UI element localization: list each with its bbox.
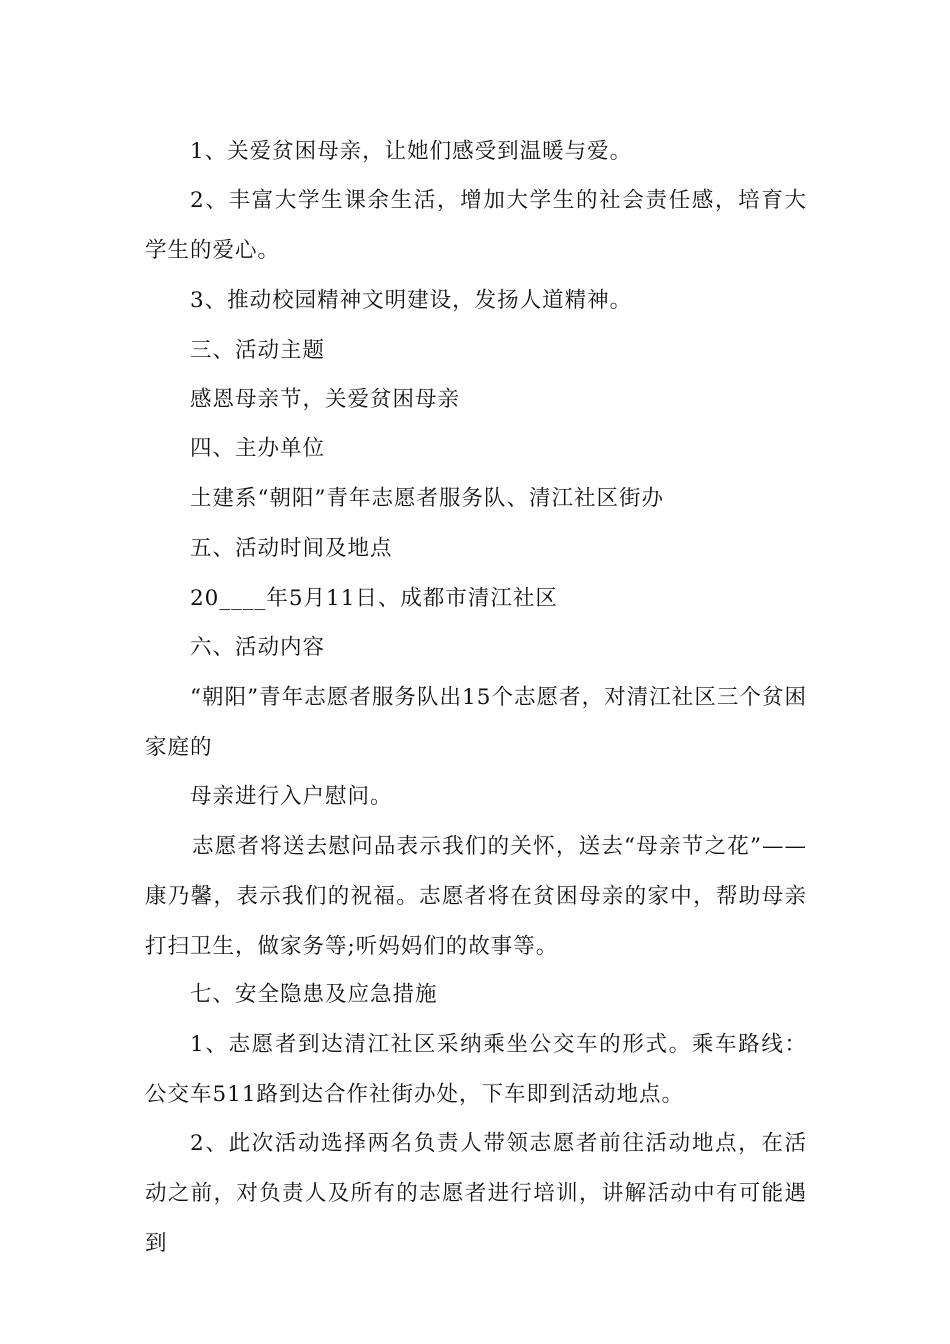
organizer-text: 土建系“朝阳”青年志愿者服务队、清江社区街办 <box>190 486 664 511</box>
content-paragraph-2: 母亲进行入户慰问。 <box>190 784 393 809</box>
goal-item-1: 1、关爱贫困母亲，让她们感受到温暖与爱。 <box>190 139 633 164</box>
section-heading-time-place: 五、活动时间及地点 <box>190 536 393 561</box>
safety-item-1: 1、志愿者到达清江社区采纳乘坐公交车的形式。乘车路线：公交车511路到达合作社街办处，下车即到活动地点。 <box>145 1032 807 1107</box>
section-heading-content: 六、活动内容 <box>190 635 326 660</box>
safety-item-2: 2、此次活动选择两名负责人带领志愿者前往活动地点，在活动之前，对负责人及所有的志愿者进行培训，讲解活动中有可能遇到 <box>145 1131 807 1256</box>
time-place-text: 20____年5月11日、成都市清江社区 <box>190 586 558 611</box>
theme-text: 感恩母亲节，关爱贫困母亲 <box>190 387 461 412</box>
goal-item-3: 3、推动校园精神文明建设，发扬人道精神。 <box>190 288 633 313</box>
document-page <box>145 0 807 1344</box>
section-heading-organizer: 四、主办单位 <box>190 436 326 461</box>
content-paragraph-3: 志愿者将送去慰问品表示我们的关怀，送去“母亲节之花”——康乃馨，表示我们的祝福。志愿者将在贫困母亲的家中，帮助母亲打扫卫生，做家务等;听妈妈们的故事等。 <box>145 834 807 959</box>
section-heading-safety: 七、安全隐患及应急措施 <box>190 982 438 1007</box>
goal-item-2: 2、丰富大学生课余生活，增加大学生的社会责任感，培育大学生的爱心。 <box>145 188 807 263</box>
section-heading-theme: 三、活动主题 <box>190 338 326 363</box>
content-paragraph-1: “朝阳”青年志愿者服务队出15个志愿者，对清江社区三个贫困家庭的 <box>145 685 807 760</box>
